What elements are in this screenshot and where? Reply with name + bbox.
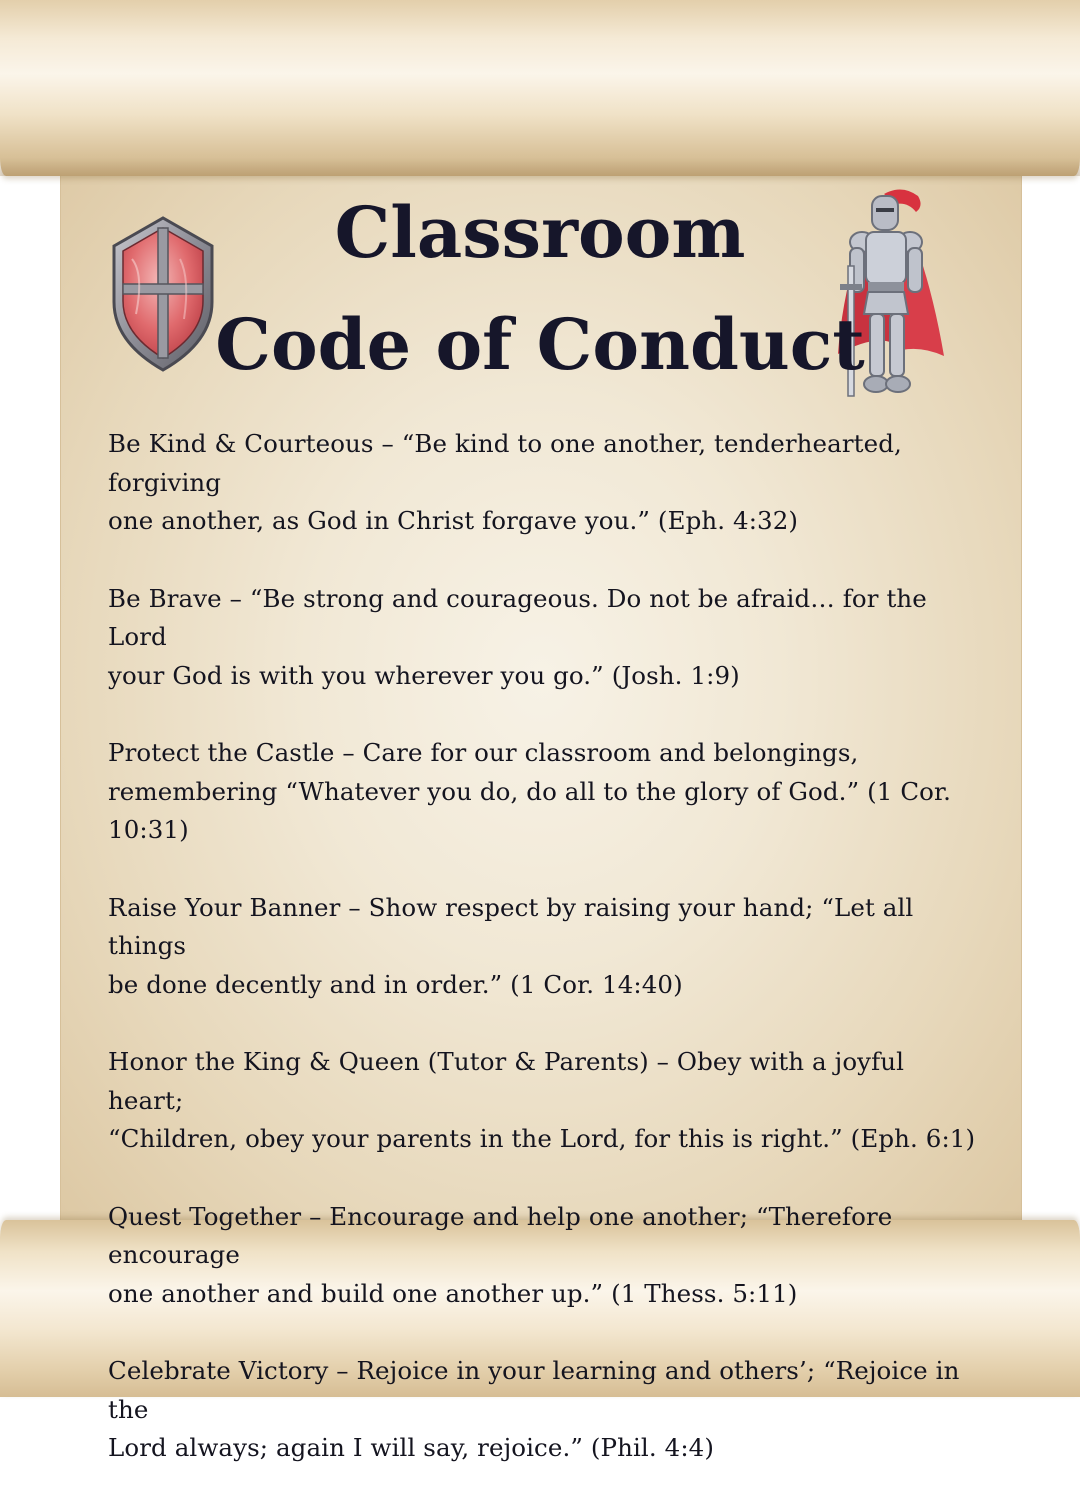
rule-line: Celebrate Victory – Rejoice in your learning and others’; “Rejoice in the — [108, 1356, 960, 1424]
scroll-top-roll — [0, 0, 1080, 176]
rule-line: Be Brave – “Be strong and courageous. Do not be afraid… for the Lord — [108, 583, 927, 651]
rule-line: be done decently and in order.” (1 Cor. 14:40) — [108, 969, 683, 999]
page-title-line-2: Code of Conduct — [215, 303, 865, 386]
rule-item-raise-banner — [108, 889, 978, 1005]
rule-line: “Children, obey your parents in the Lord, for this is right.” (Eph. 6:1) — [108, 1124, 976, 1153]
rule-line: Honor the King & Queen (Tutor & Parents) – Obey with a joyful heart; — [108, 1047, 905, 1115]
rule-line: one another and build one another up.” (1 Thess. 5:11) — [108, 1278, 798, 1308]
rules-list — [108, 425, 978, 1507]
rule-item-protect-castle — [108, 734, 978, 850]
rule-item-be-kind — [108, 425, 978, 541]
rule-line: Lord always; again I will say, rejoice.” (Phil. 4:4) — [108, 1433, 715, 1462]
rule-item-celebrate-victory — [108, 1352, 978, 1468]
rule-line: one another, as God in Christ forgave you.” (Eph. 4:32) — [108, 506, 799, 535]
rule-line: Protect the Castle – Care for our classroom and belongings, — [108, 738, 859, 767]
rule-line: your God is with you wherever you go.” (Josh. 1:9) — [108, 660, 740, 690]
rule-line: Quest Together – Encourage and help one another; “Therefore encourage — [108, 1201, 893, 1269]
rule-item-quest-together — [108, 1198, 978, 1314]
rule-line: Raise Your Banner – Show respect by raising your hand; “Let all things — [108, 892, 914, 960]
rule-item-be-brave — [108, 580, 978, 696]
page-title-line-1: Classroom — [334, 191, 746, 274]
rule-item-honor-king-queen — [108, 1043, 978, 1159]
rule-line: Be Kind & Courteous – “Be kind to one another, tenderhearted, forgiving — [108, 429, 902, 497]
rule-line: remembering “Whatever you do, do all to the glory of God.” (1 Cor. 10:31) — [108, 776, 952, 844]
